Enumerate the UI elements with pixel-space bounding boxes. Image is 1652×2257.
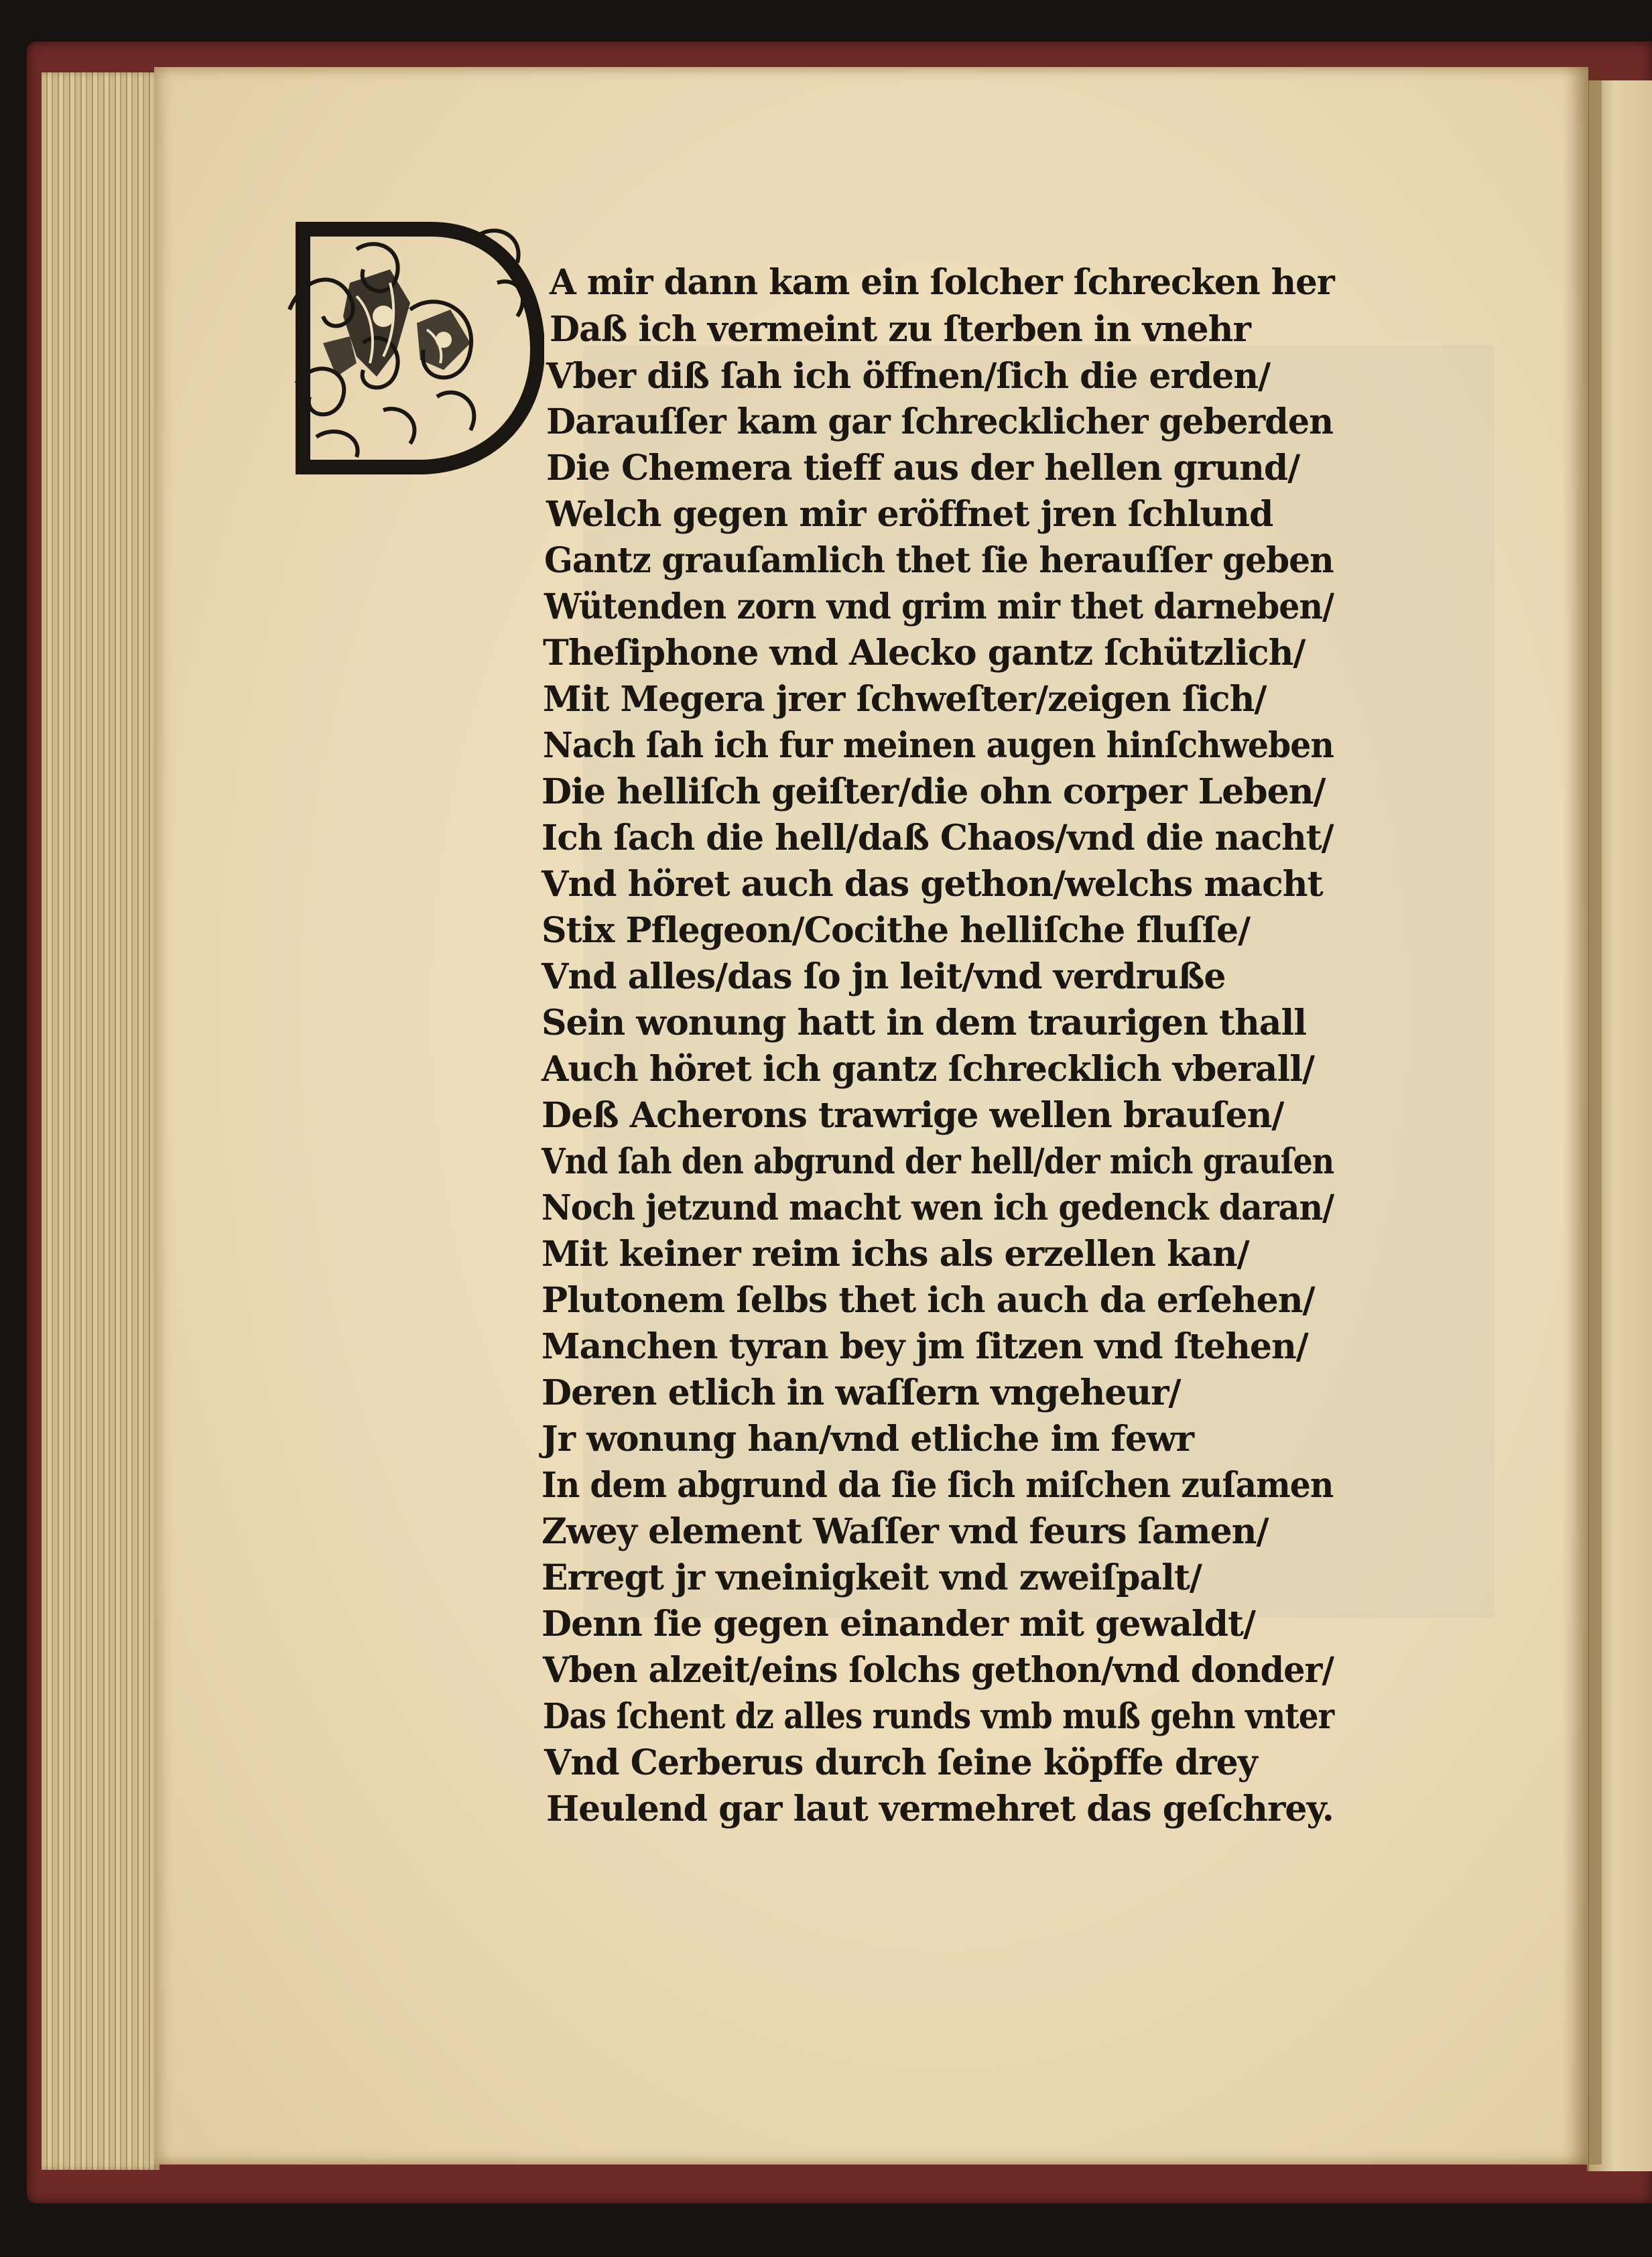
verse-line: Wütenden zorn vnd grim mir thet darneben/ (544, 586, 1334, 627)
verse-line: Zwey element Waſſer vnd feurs ſamen/ (542, 1511, 1269, 1552)
verse-line: Vnd Cerberus durch ſeine köpffe drey (544, 1742, 1257, 1783)
verse-line: Vnd alles/das ſo jn leit/vnd verdruße (542, 956, 1226, 997)
verse-line: Denn ſie gegen einander mit gewaldt/ (542, 1604, 1256, 1645)
verse-line: Die Chemera tieff aus der hellen grund/ (546, 448, 1300, 489)
verse-line: Vber diß ſah ich öffnen/ſich die erden/ (546, 356, 1271, 397)
verse-line: Erregt jr vneinigkeit vnd zweiſpalt/ (542, 1557, 1202, 1598)
verse-line: Vnd höret auch das gethon/welchs macht (542, 864, 1323, 905)
verse-line: Das ſchent dz alles runds vmb muß gehn vnter (543, 1696, 1334, 1737)
verse-line: Nach ſah ich fur meinen augen hinſchweben (543, 725, 1334, 766)
verse-line: Welch gegen mir eröffnet jren ſchlund (546, 494, 1273, 535)
verse-line: Plutonem ſelbs thet ich auch da erſehen/ (542, 1280, 1315, 1321)
verse-line: Vnd ſah den abgrund der hell/der mich grauſen (542, 1141, 1334, 1182)
verse-line: Die helliſch geiſter/die ohn corper Leben/ (542, 771, 1326, 812)
verse-line: A mir dann kam ein ſolcher ſchrecken her (550, 262, 1334, 303)
verse-line: Ich ſach die hell/daß Chaos/vnd die nacht/ (542, 818, 1334, 858)
verse-line: Mit keiner reim ichs als erzellen kan/ (542, 1234, 1249, 1275)
verse-line: Gantz grauſamlich thet ſie herauſſer geben (544, 540, 1334, 581)
verse-line: Noch jetzund macht wen ich gedenck daran/ (542, 1187, 1334, 1228)
verse-line: Manchen tyran bey jm ſitzen vnd ſtehen/ (542, 1326, 1308, 1367)
verse-line: Theſiphone vnd Alecko gantz ſchützlich/ (543, 633, 1306, 673)
verse-line: Auch höret ich gantz ſchrecklich vberall/ (542, 1049, 1314, 1090)
verse-line: Daß ich vermeint zu ſterben in vnehr (550, 309, 1251, 350)
verse-line: Deß Acherons trawrige wellen brauſen/ (542, 1095, 1284, 1136)
verse-line: Stix Pflegeon/Cocithe helliſche fluſſe/ (542, 910, 1251, 951)
verse-line: Heulend gar laut vermehret das geſchrey. (546, 1789, 1334, 1829)
verse-line: Darauſſer kam gar ſchrecklicher geberden (546, 401, 1334, 442)
verse-line: Deren etlich in waſſern vngeheur/ (542, 1372, 1181, 1413)
verse-line: Jr wonung han/vnd etliche im fewr (542, 1419, 1194, 1460)
verse-line: Vben alzeit/eins ſolchs gethon/vnd donder/ (543, 1650, 1334, 1691)
verse-line: In dem abgrund da ſie ſich miſchen zuſamen (542, 1465, 1334, 1506)
verse-line: Sein wonung hatt in dem traurigen thall (542, 1003, 1306, 1043)
verse-line: Mit Megera jrer ſchweſter/zeigen ſich/ (543, 679, 1267, 720)
